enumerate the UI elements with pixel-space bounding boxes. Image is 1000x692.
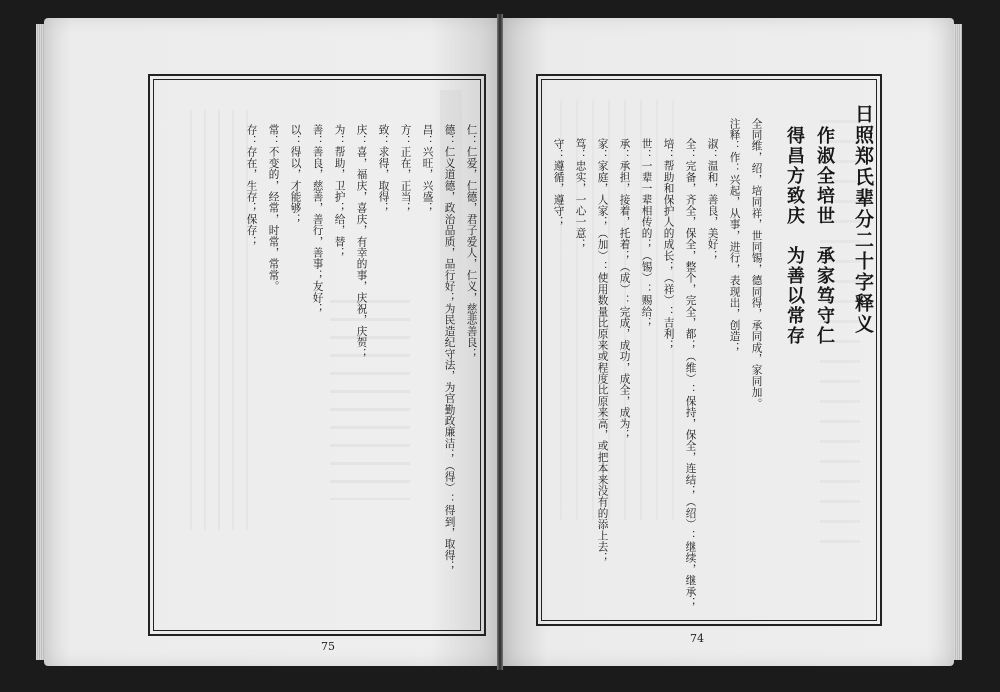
left-line-6: 庆：喜，福庆，喜庆，有幸的事，庆祝，庆贺； (355, 124, 368, 360)
right-line-8: 家：家庭，人家；（加）：使用数量比原来或程度比原来高，或把本来没有的添上去； (596, 138, 609, 564)
book-spine (497, 14, 503, 670)
page-number-75: 75 (321, 640, 335, 653)
left-line-5: 致：求得，取得； (377, 124, 390, 214)
right-line-6: 世：一辈一辈相传的；（锡）：赐给； (640, 138, 653, 329)
right-line-3: 淑：温和，善良，美好； (706, 138, 719, 262)
right-line-2: 注释：作：兴起，从事，进行，表现出，创造； (728, 118, 741, 354)
left-line-7: 为：帮助，卫护；给，替； (333, 124, 346, 259)
left-line-9: 以：得以，才能够； (289, 124, 302, 225)
left-line-10: 常：不变的，经常，时常，常常。 (267, 124, 280, 292)
verse-line-2: 得昌方致庆 为善以常存 (784, 126, 805, 346)
right-line-5: 培：帮助和保护人的成长；（祥）：吉利； (662, 138, 675, 351)
left-line-4: 方：正在，正当； (399, 124, 412, 214)
left-line-2: 德：仁义道德，政治品质，品行好；为民造纪守法，为官勤政廉洁；（得）：得到，取得； (443, 124, 456, 572)
page-title: 日照郑氏辈分二十字释义 (852, 104, 874, 335)
left-line-3: 昌：兴旺，兴盛； (421, 124, 434, 214)
page-number-74: 74 (690, 632, 704, 645)
right-line-1: 全同维，绍，培同祥，世同锡，德同得，承同成，家同加。 (750, 118, 763, 410)
right-line-9: 笃：忠实，一心一意； (574, 138, 587, 250)
left-line-8: 善：善良，慈善，善行，善事；友好； (311, 124, 324, 315)
right-line-7: 承：承担，接着，托着；（成）：完成，成功，成全，成为； (618, 138, 631, 441)
left-line-11: 存：存在，生存；保存； (245, 124, 258, 248)
right-line-4: 全：完备，齐全，保全，整个，完全，都；（维）：保持，保全，连结；（绍）：继续，继承； (684, 138, 697, 609)
left-line-1: 仁：仁爱，仁德，君子爱人，仁义，慈悲善良； (465, 124, 478, 360)
right-line-10: 守：遵循，遵守； (552, 138, 565, 228)
verse-line-1: 作淑全培世 承家笃守仁 (814, 126, 835, 346)
